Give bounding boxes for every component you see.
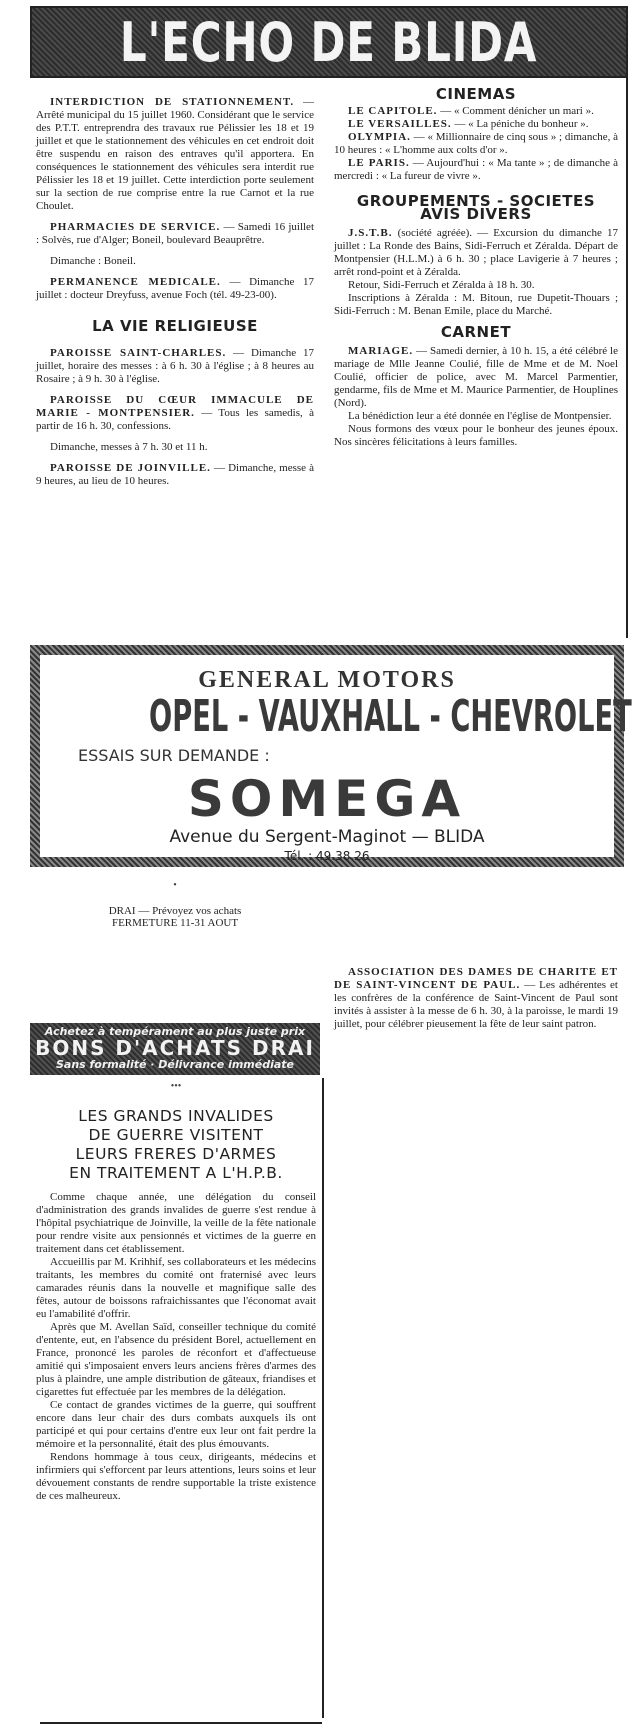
notice-body: — Tous les samedis, à partir de 16 h. 30, confessions. bbox=[36, 407, 314, 432]
notice-lead: PERMANENCE MEDICALE. bbox=[50, 276, 221, 288]
title-line: LEURS FRERES D'ARMES bbox=[75, 1145, 277, 1163]
notice-association bbox=[334, 966, 618, 1031]
cinema-name: LE CAPITOLE. bbox=[348, 105, 438, 117]
notice-lead: J.S.T.B. bbox=[348, 227, 393, 239]
separator-dot: ••• bbox=[170, 1081, 182, 1092]
bottom-rule bbox=[40, 1722, 322, 1724]
notice-retour: Retour, Sidi-Ferruch et Zéralda à 18 h. 30. bbox=[348, 279, 535, 291]
cinema-film: — « Millionnaire de cinq sous » ; dimanche, à 10 heures : « L'homme aux colts d'or ». bbox=[334, 131, 618, 156]
notice-mariage bbox=[334, 345, 618, 410]
cinema-name: OLYMPIA. bbox=[348, 131, 411, 143]
article-paragraph: Après que M. Avellan Saïd, conseiller technique du comité d'entente, eut, en l'absence du président Borel, actuellement en France, prononcé les paroles de réconfort et d'affectueuse amitié qui s'imposaient envers leurs anciens frères d'armes des plus à plaindre, une ample distribution de gâteaux, friandises et cigarettes fut effectuée par les membres de la délégation. bbox=[36, 1321, 316, 1398]
avis-heading: AVIS DIVERS bbox=[420, 205, 532, 223]
cinema-name: LE VERSAILLES. bbox=[348, 118, 452, 130]
notice-lead: MARIAGE. bbox=[348, 345, 414, 357]
notice-lead: PHARMACIES DE SERVICE. bbox=[50, 221, 221, 233]
notice-saint-charles bbox=[36, 347, 314, 386]
bons-main: BONS D'ACHATS DRAI bbox=[35, 1036, 315, 1060]
notice-lead: PAROISSE DE JOINVILLE. bbox=[50, 462, 211, 474]
cinemas-heading: CINEMAS bbox=[435, 85, 517, 103]
drai-line1: DRAI — Prévoyez vos achats bbox=[108, 905, 242, 917]
ad-phone: Tél. : 49.38.26 bbox=[284, 849, 370, 863]
notice-coeur-dimanche: Dimanche, messes à 7 h. 30 et 11 h. bbox=[50, 441, 208, 453]
notice-body: — Samedi 16 juillet : Solvès, rue d'Alger; Boneil, boulevard Beauprêtre. bbox=[36, 221, 314, 246]
cinema-item bbox=[334, 118, 618, 131]
cinema-film: — « La péniche du bonheur ». bbox=[451, 118, 589, 130]
title-line: LES GRANDS INVALIDES bbox=[78, 1107, 274, 1125]
notice-body: (société agréée). — Excursion du dimanche 17 juillet : La Ronde des Bains, Sidi-Ferruch et Zéralda. Départ de Montpensier (H.L.M.) à 6 h. 30 ; place Lavigerie à 7 heures ; arrêt rond-point et à Zéralda. bbox=[334, 227, 618, 278]
ad-dealer: SOMEGA bbox=[187, 770, 467, 828]
cinema-film: — Aujourd'hui : « Ma tante » ; de dimanche à mercredi : « La fureur de vivre ». bbox=[334, 157, 618, 182]
left-column-top bbox=[36, 96, 314, 496]
notice-dimanche: Dimanche : Boneil. bbox=[50, 255, 136, 267]
notice-permanence bbox=[36, 276, 314, 302]
notice-voeux: Nous formons des vœux pour le bonheur des jeunes époux. Nos sincères félicitations à leurs familles. bbox=[334, 423, 618, 448]
article-paragraph: Comme chaque année, une délégation du conseil d'administration des grands invalides de guerre s'est rendue à l'hôpital psychiatrique de Joinville, la veille de la fête nationale pour rendre visite aux pensionnés et victimes de la guerre en traitement dans cet établissement. bbox=[36, 1191, 316, 1255]
drai-line2: FERMETURE 11-31 AOUT bbox=[111, 917, 239, 929]
bons-bottom: Sans formalité · Délivrance immédiate bbox=[55, 1058, 295, 1071]
ad-models: OPEL - VAUXHALL - CHEVROLET bbox=[149, 691, 632, 742]
notice-jstb bbox=[334, 227, 618, 279]
notice-body: — Dimanche 17 juillet : docteur Dreyfuss, avenue Foch (tél. 49-23-00). bbox=[36, 276, 314, 301]
article-invalides bbox=[36, 1080, 316, 1503]
title-line: EN TRAITEMENT A L'H.P.B. bbox=[69, 1164, 283, 1182]
ad-essais: ESSAIS SUR DEMANDE : bbox=[78, 746, 270, 765]
notice-body: — Dimanche 17 juillet, horaire des messes : à 6 h. 30 à l'église ; à 8 heures au Rosaire ; à 9 h. 30 à l'église. bbox=[36, 347, 315, 385]
cinema-item bbox=[334, 131, 618, 157]
notice-inscriptions: Inscriptions à Zéralda : M. Bitoun, rue Dupetit-Thouars ; Sidi-Ferruch : M. Benan Emile, place du Marché. bbox=[334, 292, 618, 317]
notice-pharmacies bbox=[36, 221, 314, 247]
notice-benediction: La bénédiction leur a été donnée en l'église de Montpensier. bbox=[348, 410, 612, 422]
column-rule bbox=[626, 78, 628, 638]
article-paragraph: Rendons hommage à tous ceux, dirigeants, médecins et infirmiers qui s'efforcent par leurs attentions, leurs soins et leur dévouement constants de rendre supportable la triste existence de ces malheureux. bbox=[36, 1451, 316, 1502]
notice-lead: PAROISSE SAINT-CHARLES. bbox=[50, 347, 227, 359]
cinema-item bbox=[334, 105, 618, 118]
separator-dot: • bbox=[173, 880, 177, 891]
ad-brand: GENERAL MOTORS bbox=[198, 667, 456, 693]
notice-joinville bbox=[36, 462, 314, 488]
cinema-item bbox=[334, 157, 618, 183]
groupements-heading: GROUPEMENTS - SOCIETES bbox=[356, 192, 596, 210]
title-line: DE GUERRE VISITENT bbox=[88, 1126, 264, 1144]
right-column-top bbox=[334, 86, 618, 449]
bons-top: Achetez à tempérament au plus juste prix bbox=[44, 1025, 306, 1038]
religion-heading: LA VIE RELIGIEUSE bbox=[92, 317, 258, 335]
article-title bbox=[36, 1107, 316, 1183]
bons-achats-banner bbox=[30, 1023, 320, 1075]
notice-lead: INTERDICTION DE STATIONNEMENT. bbox=[50, 96, 295, 108]
notice-body: — Les adhérentes et les confrères de la conférence de Saint-Vincent de Paul sont invités à assister à la messe de 6 h. 30, à la paroisse, le mardi 19 juillet, pour célébrer pieusement la fête de leur saint patron. bbox=[334, 979, 618, 1030]
notice-lead: ASSOCIATION DES DAMES DE CHARITE ET DE SAINT-VINCENT DE PAUL. bbox=[334, 966, 618, 991]
cinema-name: LE PARIS. bbox=[348, 157, 410, 169]
cinema-film: — « Comment dénicher un mari ». bbox=[437, 105, 594, 117]
somega-advertisement bbox=[30, 645, 632, 867]
masthead-title: L'ECHO DE BLIDA bbox=[120, 10, 538, 74]
carnet-heading: CARNET bbox=[440, 323, 512, 341]
notice-coeur bbox=[36, 394, 314, 433]
notice-body: — Samedi dernier, à 10 h. 15, a été célébré le mariage de Mlle Jeanne Coulié, fille de Mme et de M. Noel Coulié, officier de police, avec M. Marcel Parmentier, gendarme, fils de Mme et M. Maurice Parmentier, de Houplines (Nord). bbox=[334, 345, 618, 409]
masthead bbox=[30, 6, 628, 78]
notice-body: — Dimanche, messe à 9 heures, au lieu de 10 heures. bbox=[36, 462, 315, 487]
drai-notice bbox=[36, 880, 314, 929]
notice-stationnement bbox=[36, 96, 314, 213]
notice-body: — Arrêté municipal du 15 juillet 1960. Considérant que le service des P.T.T. entreprendra des travaux rue Pélissier les 18 et 19 juillet et que le stationnement des véhicules en cet endroit doit être suspendu en raison des entraves qu'il apportera. En conséquences le stationnement des véhicules sera interdit rue Pélissier les 18 et 19 juillet. Cette interdiction porte seulement sur la section de rue comprise entre la rue Carnot et la rue Choulet. bbox=[36, 96, 314, 212]
article-paragraph: Ce contact de grandes victimes de la guerre, qui souffrent encore dans leur chair des durs combats auxquels ils ont participé et qui pour certains d'entre eux leur ont fait perdre la mémoire et la personnalité, était des plus émouvants. bbox=[36, 1399, 316, 1450]
ad-address: Avenue du Sergent-Maginot — BLIDA bbox=[169, 827, 485, 847]
article-paragraph: Accueillis par M. Krihhif, ses collaborateurs et les médecins traitants, les membres du comité ont fraternisé avec leurs camarades réunis dans la nouvelle et magnifique salle des fêtes, autour de boissons rafraichissantes que l'économat avait eu l'amabilité d'offrir. bbox=[36, 1256, 316, 1320]
notice-lead: PAROISSE DU CŒUR IMMACULE DE MARIE - MONTPENSIER. bbox=[36, 394, 314, 419]
column-rule bbox=[322, 1078, 324, 1718]
